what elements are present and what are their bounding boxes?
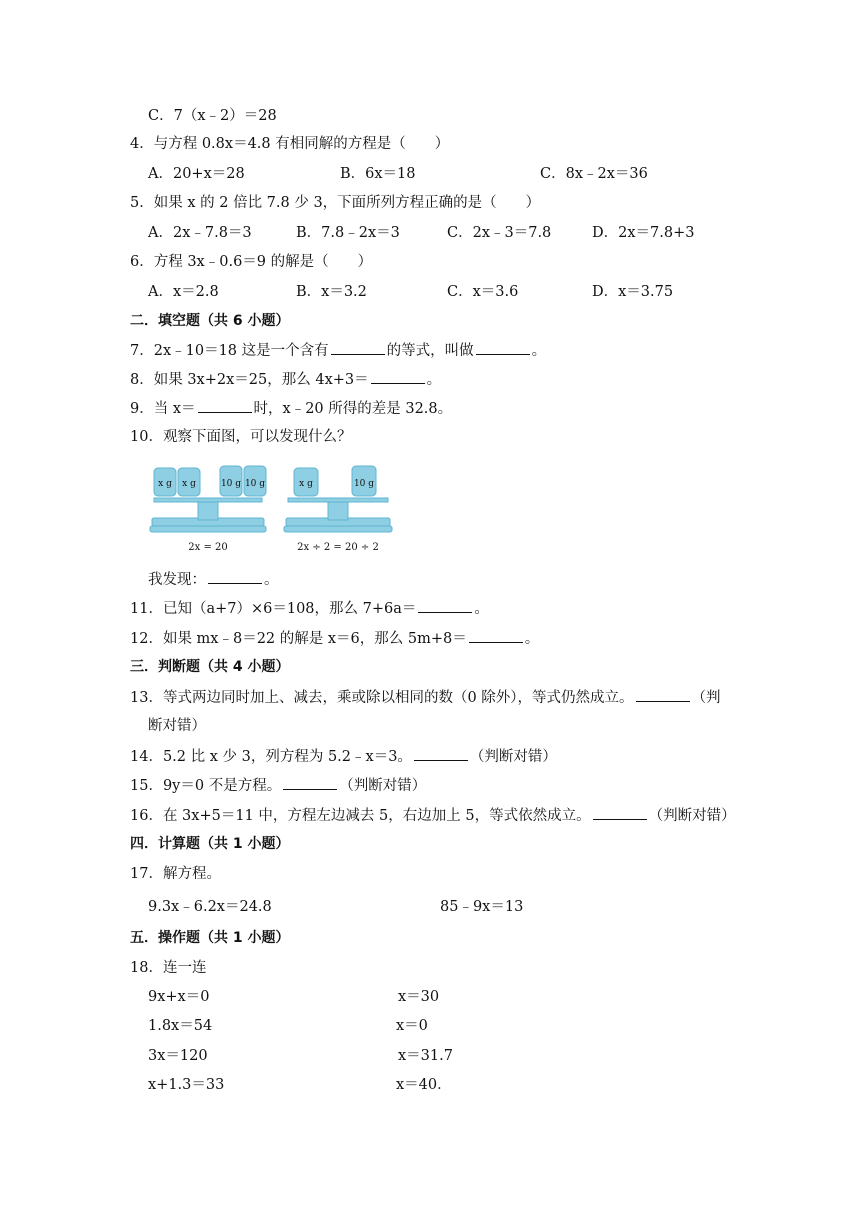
question-13: 13．等式两边同时加上、减去，乘或除以相同的数（0 除外），等式仍然成立。 （判 <box>130 687 721 708</box>
question-15: 15．9y＝0 不是方程。 （判断对错） <box>130 775 426 796</box>
question-3-option-c: C．7（x﹣2）＝28 <box>148 108 277 124</box>
answer-blank[interactable] <box>469 628 523 643</box>
match-left-item: 3x＝120 <box>148 1048 208 1064</box>
q5-option-b: B．7.8﹣2x＝3 <box>296 225 400 241</box>
weight-label: x g <box>182 479 196 489</box>
question-8: 8．如果 3x+2x＝25，那么 4x+3＝ 。 <box>130 369 441 390</box>
question-18: 18．连一连 <box>130 960 207 976</box>
q4-option-a: A．20+x＝28 <box>148 166 245 182</box>
match-right-item: x＝31.7 <box>398 1048 453 1064</box>
question-4: 4．与方程 0.8x＝4.8 有相同解的方程是（ ） <box>130 136 450 152</box>
match-right-item: x＝40． <box>396 1077 452 1093</box>
match-left-item: x+1.3＝33 <box>148 1077 225 1093</box>
question-5: 5．如果 x 的 2 倍比 7.8 少 3，下面所列方程正确的是（ ） <box>130 195 541 211</box>
section-2-heading: 二．填空题（共 6 小题） <box>130 313 290 329</box>
answer-blank[interactable] <box>331 340 385 355</box>
question-13-cont: 断对错） <box>148 718 206 734</box>
question-6: 6．方程 3x﹣0.6＝9 的解是（ ） <box>130 254 373 270</box>
answer-blank[interactable] <box>414 746 468 761</box>
section-3-heading: 三．判断题（共 4 小题） <box>130 659 290 675</box>
q5-option-c: C．2x﹣3＝7.8 <box>447 225 552 241</box>
q6-option-b: B．x＝3.2 <box>296 284 367 300</box>
section-5-heading: 五．操作题（共 1 小题） <box>130 930 290 946</box>
q6-option-a: A．x＝2.8 <box>148 284 219 300</box>
question-16: 16．在 3x+5＝11 中，方程左边减去 5，右边加上 5，等式依然成立。 （判断对错） <box>130 805 736 826</box>
answer-blank[interactable] <box>418 598 472 613</box>
match-left-item: 9x+x＝0 <box>148 989 210 1005</box>
q5-option-d: D．2x＝7.8+3 <box>592 225 695 241</box>
weight-label: 10 g <box>244 479 266 489</box>
weight-label: x g <box>158 479 172 489</box>
caption-left: 2x = 20 <box>188 542 228 553</box>
equation-1: 9.3x﹣6.2x＝24.8 <box>148 899 272 915</box>
q5-option-a: A．2x﹣7.8＝3 <box>148 225 252 241</box>
question-14: 14．5.2 比 x 少 3，列方程为 5.2﹣x＝3。 （判断对错） <box>130 746 557 767</box>
question-17: 17．解方程。 <box>130 866 221 882</box>
answer-blank[interactable] <box>371 369 425 384</box>
weight-label: x g <box>299 479 313 489</box>
match-right-item: x＝30 <box>398 989 440 1005</box>
question-10-finding: 我发现： 。 <box>148 569 279 590</box>
answer-blank[interactable] <box>198 398 252 413</box>
answer-blank[interactable] <box>636 687 690 702</box>
caption-right: 2x ÷ 2 = 20 ÷ 2 <box>297 542 379 553</box>
section-4-heading: 四．计算题（共 1 小题） <box>130 836 290 852</box>
question-11: 11．已知（a+7）×6＝108，那么 7+6a＝ 。 <box>130 598 489 619</box>
answer-blank[interactable] <box>283 775 337 790</box>
equation-2: 85﹣9x＝13 <box>440 899 524 915</box>
match-right-item: x＝0 <box>396 1018 428 1034</box>
q6-option-d: D．x＝3.75 <box>592 284 674 300</box>
match-left-item: 1.8x＝54 <box>148 1018 213 1034</box>
weight-label: 10 g <box>220 479 242 489</box>
question-9: 9．当 x＝ 时，x﹣20 所得的差是 32.8。 <box>130 398 452 419</box>
question-12: 12．如果 mx﹣8＝22 的解是 x＝6，那么 5m+8＝ 。 <box>130 628 539 649</box>
answer-blank[interactable] <box>476 340 530 355</box>
answer-blank[interactable] <box>208 569 262 584</box>
question-10: 10．观察下面图，可以发现什么？ <box>130 429 352 445</box>
balance-scale-figure <box>148 458 394 558</box>
question-7: 7．2x﹣10＝18 这是一个含有 的等式，叫做 。 <box>130 340 546 361</box>
answer-blank[interactable] <box>593 805 647 820</box>
q4-option-b: B．6x＝18 <box>340 166 416 182</box>
q4-option-c: C．8x﹣2x＝36 <box>540 166 648 182</box>
q6-option-c: C．x＝3.6 <box>447 284 519 300</box>
weight-label: 10 g <box>353 479 375 489</box>
